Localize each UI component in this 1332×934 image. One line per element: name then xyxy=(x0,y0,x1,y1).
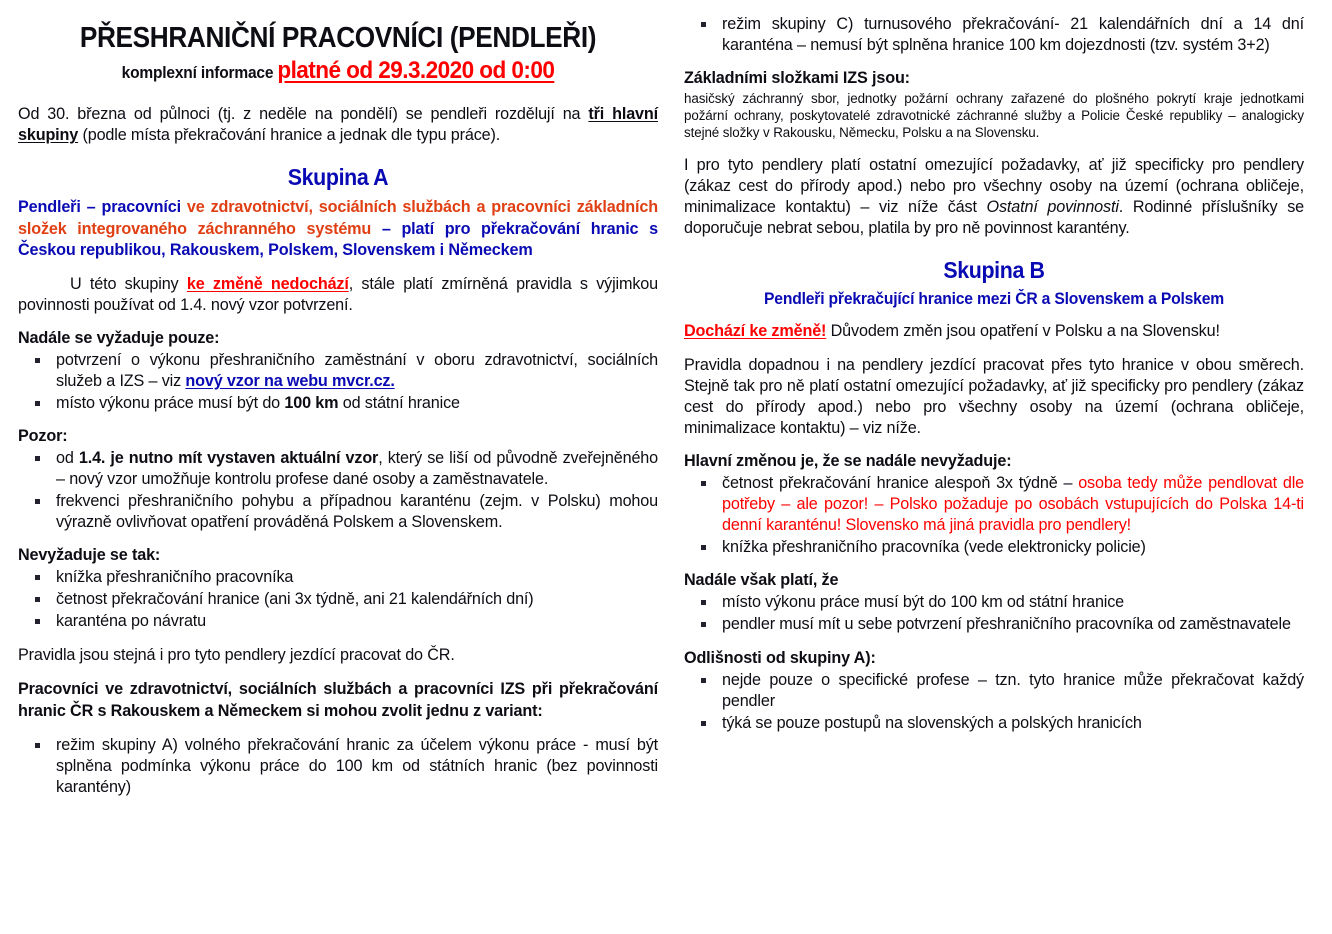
list-item xyxy=(18,393,658,414)
other-duties-paragraph xyxy=(684,155,1304,239)
variants-list xyxy=(18,735,658,798)
list-item: knížka přeshraničního pracovníka xyxy=(18,567,658,588)
warning-item-0-post: , který se liší od původně zveřejněného – nový vzor umožňuje kontrolu profese dané osoby a zaměstnavatele. xyxy=(56,448,658,488)
other-duties-italic: Ostatní povinnosti xyxy=(986,197,1119,216)
differences-heading: Odlišnosti od skupiny A): xyxy=(684,648,876,667)
change-paragraph xyxy=(684,321,1304,342)
not-required-list xyxy=(18,567,658,632)
required-item-1-bold: 100 km xyxy=(284,393,339,412)
differences-list xyxy=(684,670,1304,734)
no-change-paragraph xyxy=(18,274,658,316)
list-item xyxy=(18,448,658,490)
other-duties-post: . Rodinné příslušníky se doporučuje nebrat sebou, platila by pro ně povinnost karantény. xyxy=(684,197,1305,237)
list-item xyxy=(18,350,658,392)
warning-item-0-pre: od xyxy=(56,448,79,467)
change-highlight: Dochází ke změně! xyxy=(684,321,827,340)
no-change-post: , stále platí zmírněná pravidla s výjimkou povinnosti používat od 1.4. nový vzor potvrzení. xyxy=(18,274,658,314)
variant-c-list xyxy=(684,14,1304,56)
warning-heading: Pozor: xyxy=(18,426,68,445)
rules-paragraph: Pravidla dopadnou i na pendlery jezdící pracovat přes tyto hranice v obou směrech. Stejně tak pro ně platí ostatní omezující požadavky, ať již specificky pro pendlery (zákaz cest do přírody apod.) nebo pro všechny osoby na území (ochrana obličeje, minimalizace kontaktu) – viz níže. xyxy=(684,355,1304,438)
list-item: četnost překračování hranice (ani 3x týdně, ani 21 kalendářních dní) xyxy=(18,589,658,610)
required-list xyxy=(18,350,658,414)
izs-heading: Základními složkami IZS jsou: xyxy=(684,69,910,88)
list-item: místo výkonu práce musí být do 100 km od státní hranice xyxy=(684,592,1304,613)
list-item: týká se pouze postupů na slovenských a polských hranicích xyxy=(684,713,1304,734)
other-duties-pre: I pro tyto pendlery platí ostatní omezující požadavky, ať již specificky pro pendlery (zákaz cest do přírody apod.) nebo pro všechny osoby na území (ochrana obličeje, minimalizace kontaktu) – viz níže část xyxy=(684,155,1304,216)
group-b-title: Skupina B xyxy=(943,256,1045,283)
list-item: režim skupiny A) volného překračování hranic za účelem výkonu práce - musí být splněna podmínka výkonu práce do 100 km od státních hranic (bez povinnosti karantény) xyxy=(18,735,658,798)
main-change-item-0-red: osoba tedy může pendlovat dle potřeby – ale pozor! – Polsko požaduje po osobách vstupujících do Polska 14-ti denní karanténu! Slovensko má jiná pravidla pro pendlery! xyxy=(722,474,1304,535)
required-item-1-post: od státní hranice xyxy=(338,393,460,412)
mvcr-link[interactable]: nový vzor na webu mvcr.cz. xyxy=(185,371,395,390)
group-a-desc-seg1: Pendleři – pracovníci xyxy=(18,198,187,217)
subtitle-plain-text: komplexní informace xyxy=(121,63,278,82)
no-change-highlight: ke změně nedochází xyxy=(186,274,349,293)
group-a-desc-seg3: – platí pro překračování hranic s Českou republikou, Rakouskem, Polskem, Slovenskem i Německem xyxy=(18,219,658,259)
document-subtitle xyxy=(37,58,639,84)
group-a-desc-seg2: ve zdravotnictví, sociálních službách a pracovníci základních složek integrovaného záchranného systému xyxy=(18,198,658,238)
warning-item-0-bold: 1.4. je nutno mít vystaven aktuální vzor xyxy=(78,448,379,467)
list-item: knížka přeshraničního pracovníka (vede elektronicky policie) xyxy=(684,537,1304,558)
left-column xyxy=(18,14,658,811)
required-item-0-pre: potvrzení o výkonu přeshraničního zaměstnání v oboru zdravotnictví, sociálních služeb a IZS – viz xyxy=(56,350,658,390)
main-change-item-0-pre: četnost překračování hranice alespoň 3x týdně – xyxy=(722,474,1079,493)
list-item: karanténa po návratu xyxy=(18,611,658,632)
no-change-pre: U této skupiny xyxy=(70,274,187,293)
list-item: pendler musí mít u sebe potvrzení přeshraničního pracovníka od zaměstnavatele xyxy=(684,614,1304,635)
page-title: PŘESHRANIČNÍ PRACOVNÍCI (PENDLEŘI) xyxy=(79,22,597,54)
intro-emphasis: tři hlavní skupiny xyxy=(18,105,658,145)
required-item-1-pre: místo výkonu práce musí být do xyxy=(56,393,285,412)
list-item xyxy=(684,473,1304,536)
still-valid-heading: Nadále však platí, že xyxy=(684,571,839,590)
main-change-heading: Hlavní změnou je, že se nadále nevyžaduje: xyxy=(684,452,1012,471)
two-column-layout xyxy=(18,14,1314,811)
group-b-subtitle: Pendleři překračující hranice mezi ČR a Slovenskem a Polskem xyxy=(764,289,1224,308)
variants-heading: Pracovníci ve zdravotnictví, sociálních službách a pracovníci IZS při překračování hranic ČR s Rakouskem a Německem si mohou zvolit jednu z variant: xyxy=(18,680,658,720)
change-post: Důvodem změn jsou opatření v Polsku a na Slovensku! xyxy=(826,321,1220,340)
intro-part2: (podle místa překračování hranice a jednak dle typu práce). xyxy=(78,126,501,145)
group-a-title: Skupina A xyxy=(287,164,389,191)
same-rules-paragraph: Pravidla jsou stejná i pro tyto pendlery jezdící pracovat do ČR. xyxy=(18,646,455,665)
right-column xyxy=(684,14,1304,747)
list-item: nejde pouze o specifické profese – tzn. tyto hranice může překračovat každý pendler xyxy=(684,670,1304,712)
list-item: frekvenci přeshraničního pohybu a případnou karanténu (zejm. v Polsku) mohou výrazně ovlivňovat opatření prováděná Polskem a Slovenskem. xyxy=(18,491,658,533)
group-a-description xyxy=(18,197,658,260)
main-change-list xyxy=(684,473,1304,558)
intro-part1: Od 30. března od půlnoci (tj. z neděle na pondělí) se pendleři rozdělují na xyxy=(18,105,589,124)
intro-paragraph xyxy=(18,104,658,146)
subtitle-validity-highlight: platné od 29.3.2020 od 0:00 xyxy=(277,56,555,84)
required-heading: Nadále se vyžaduje pouze: xyxy=(18,328,220,347)
still-valid-list xyxy=(684,592,1304,635)
list-item: režim skupiny C) turnusového překračování- 21 kalendářních dní a 14 dní karanténa – nemusí být splněna hranice 100 km dojezdnosti (tzv. systém 3+2) xyxy=(684,14,1304,56)
not-required-heading: Nevyžaduje se tak: xyxy=(18,546,161,565)
warning-list xyxy=(18,448,658,533)
izs-description: hasičský záchranný sbor, jednotky požární ochrany zařazené do plošného pokrytí kraje jednotkami požární ochrany, poskytovatelé zdravotnické záchranné služby a Policie České republiky – analogicky stejné složky v Rakousku, Německu, Polsku a na Slovensku. xyxy=(684,91,1304,141)
